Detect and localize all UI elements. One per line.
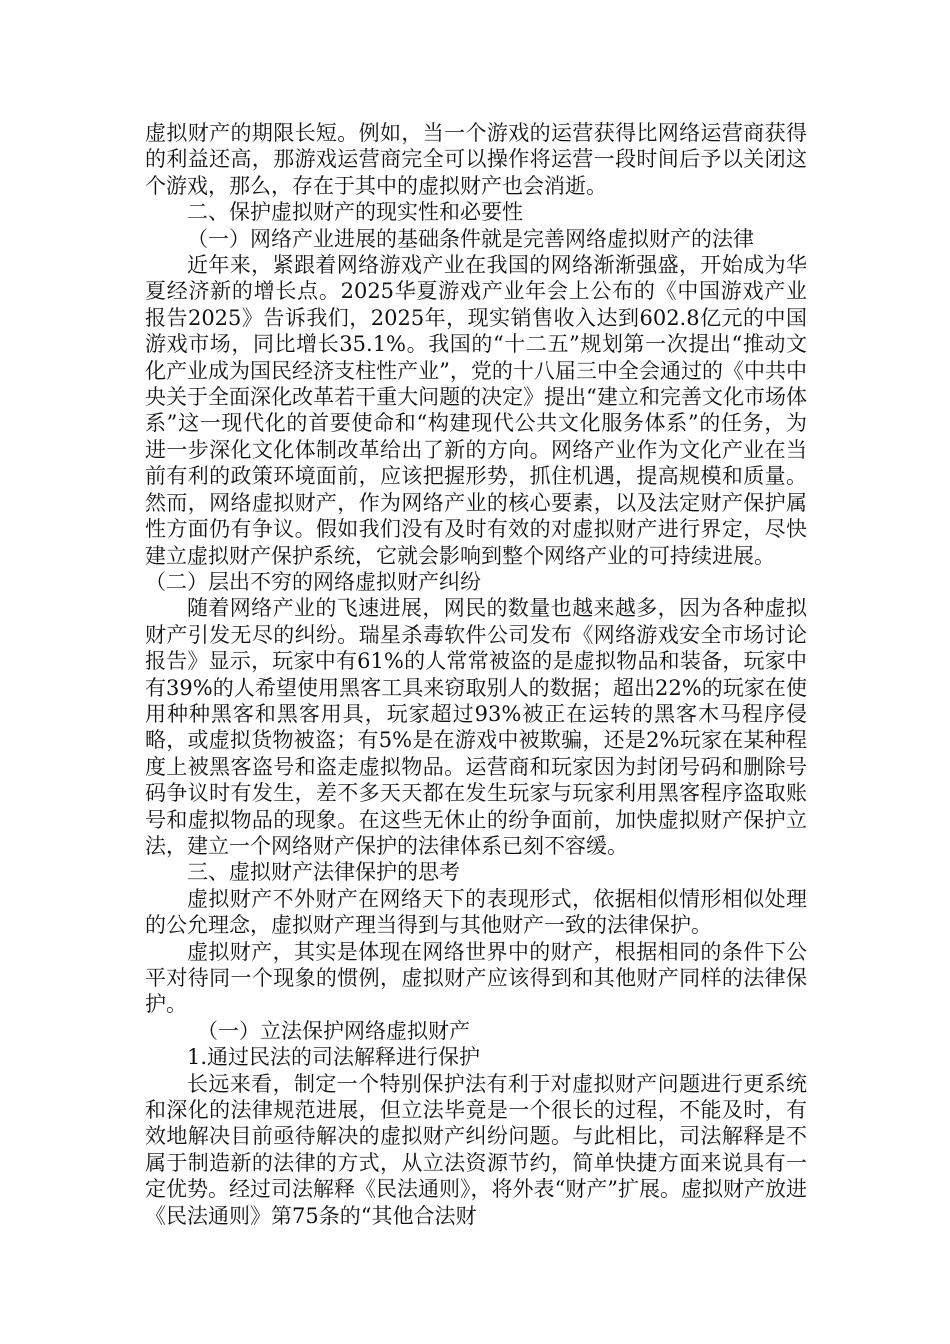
subsection-heading-3-1: （一）立法保护网络虚拟财产 bbox=[197, 1018, 470, 1043]
paragraph-6: 长远来看，制定一个特别保护法有利于对虚拟财产问题进行更系统和深化的法律规范进展，但立法毕竟是一个很长的过程，不能及时，有效地解决目前亟待解决的虚拟财产纠纷问题。与此相比，司法解释是不属于制造新的法律的方式，从立法资源节约，简单快捷方面来说具有一定优势。经过司法解释《民法通则》，将外表“财产”扩展。虚拟财产放进《民法通则》第75条的“其他合法财 bbox=[145, 1071, 807, 1228]
item-heading-1: 1.通过民法的司法解释进行保护 bbox=[187, 1045, 481, 1070]
paragraph-1: 虚拟财产的期限长短。例如，当一个游戏的运营获得比网络运营商获得的利益还高，那游戏运营商完全可以操作将运营一段时间后予以关闭这个游戏，那么，存在于其中的虚拟财产也会消逝。 bbox=[145, 121, 807, 198]
section-heading-2: 二、保护虚拟财产的现实性和必要性 bbox=[187, 200, 523, 225]
paragraph-2: 近年来，紧跟着网络游戏产业在我国的网络渐渐强盛，开始成为华夏经济新的增长点。2025华夏游戏产业年会上公布的《中国游戏产业报告2025》告诉我们，2025年，现实销售收入达到602.8亿元的中国游戏市场，同比增长35.1%。我国的“十二五”规划第一次提出“推动文化产业成为国民经济支柱性产业”，党的十八届三中全会通过的《中共中央关于全面深化改革若干重大问题的决定》提出“建立和完善文化市场体系”这一现代化的首要使命和“构建现代公共文化服务体系”的任务，为进一步深化文化体制改革给出了新的方向。网络产业作为文化产业在当前有利的政策环境面前，应该把握形势，抓住机遇，提高规模和质量。然而，网络虚拟财产，作为网络产业的核心要素，以及法定财产保护属性方面仍有争议。假如我们没有及时有效的对虚拟财产进行界定，尽快建立虚拟财产保护系统，它就会影响到整个网络产业的可持续进展。 bbox=[145, 253, 807, 568]
subsection-heading-2-1: （一）网络产业进展的基础条件就是完善网络虚拟财产的法律 bbox=[187, 226, 754, 251]
section-heading-3: 三、虚拟财产法律保护的思考 bbox=[187, 860, 460, 885]
paragraph-5: 虚拟财产，其实是体现在网络世界中的财产，根据相同的条件下公平对待同一个现象的惯例，虚拟财产应该得到和其他财产同样的法律保护。 bbox=[145, 939, 807, 1017]
paragraph-4: 虚拟财产不外财产在网络天下的表现形式，依据相似情形相似处理的公允理念，虚拟财产理当得到与其他财产一致的法律保护。 bbox=[145, 886, 807, 938]
subsection-heading-2-2: （二）层出不穷的网络虚拟财产纠纷 bbox=[145, 569, 481, 594]
paragraph-3: 随着网络产业的飞速进展，网民的数量也越来越多，因为各种虚拟财产引发无尽的纠纷。瑞星杀毒软件公司发布《网络游戏安全市场讨论报告》显示，玩家中有61%的人常常被盗的是虚拟物品和装备，玩家中有39%的人希望使用黑客工具来窃取别人的数据；超出22%的玩家在使用种种黑客和黑客用具，玩家超过93%被正在运转的黑客木马程序侵略，或虚拟货物被盗；有5%是在游戏中被欺骗，还是2%玩家在某种程度上被黑客盗号和盗走虚拟物品。运营商和玩家因为封闭号码和删除号码争议时有发生，差不多天天都在发生玩家与玩家利用黑客程序盗取账号和虚拟物品的现象。在这些无休止的纷争面前，加快虚拟财产保护立法，建立一个网络财产保护的法律体系已刻不容缓。 bbox=[145, 596, 807, 858]
document-page bbox=[145, 120, 807, 1229]
